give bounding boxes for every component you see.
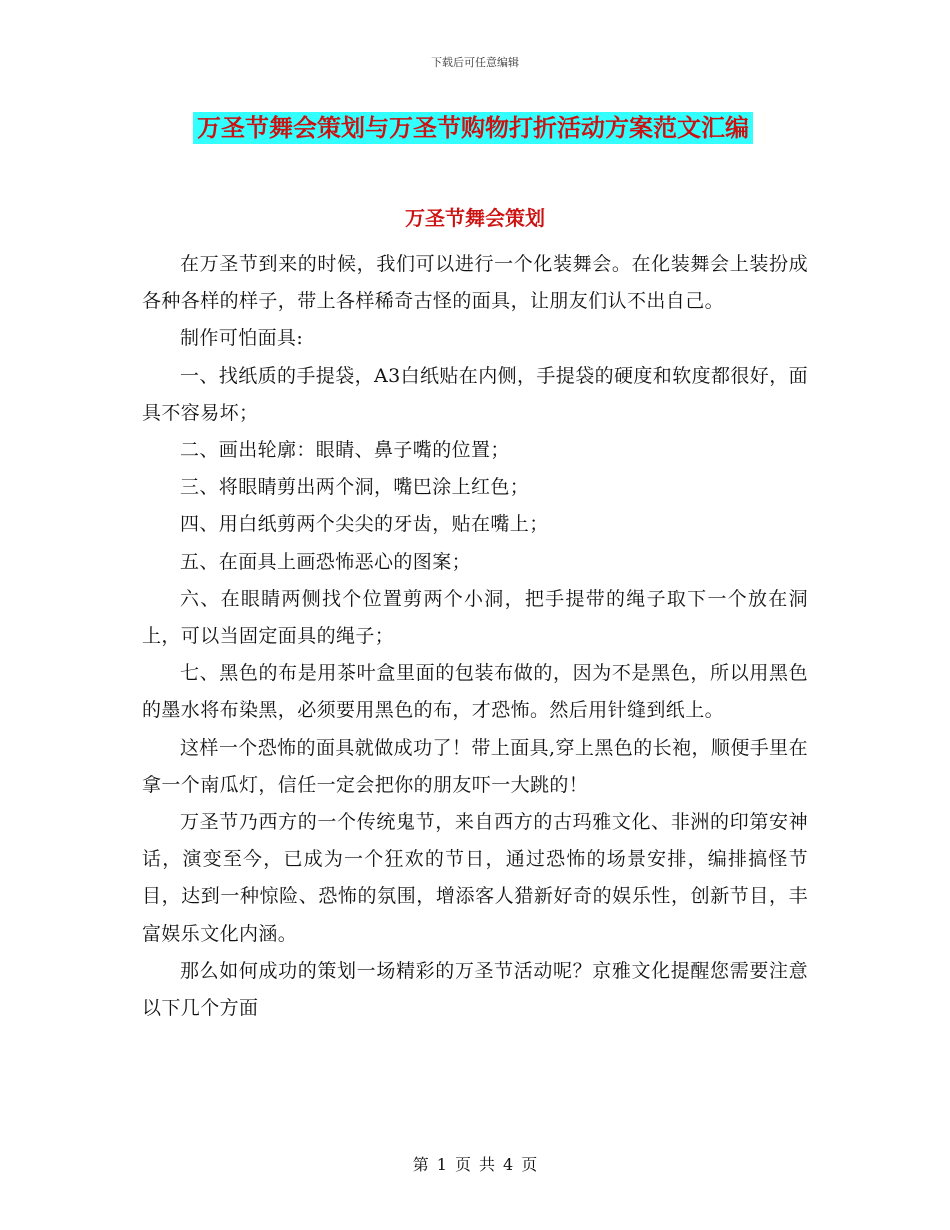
paragraph: 在万圣节到来的时候，我们可以进行一个化装舞会。在化装舞会上装扮成各种各样的样子，带上各样稀奇古怪的面具，让朋友们认不出自己。 [142, 253, 808, 313]
document-body [142, 246, 808, 1027]
paragraph: 五、在面具上画恐怖恶心的图案； [180, 550, 472, 573]
section-title: 万圣节舞会策划 [405, 206, 545, 230]
paragraph: 这样一个恐怖的面具就做成功了！带上面具,穿上黑色的长袍，顺便手里在拿一个南瓜灯，信任一定会把你的朋友吓一大跳的！ [142, 736, 808, 796]
paragraph: 制作可怕面具: [180, 327, 304, 350]
header-note: 下载后可任意编辑 [431, 56, 519, 69]
paragraph: 三、将眼睛剪出两个洞，嘴巴涂上红色； [180, 476, 530, 499]
footer-label-page: 第 [412, 1155, 429, 1174]
document-title: 万圣节舞会策划与万圣节购物打折活动方案范文汇编 [193, 112, 753, 144]
footer-current-page: 1 [436, 1155, 447, 1174]
paragraph: 那么如何成功的策划一场精彩的万圣节活动呢？京雅文化提醒您需要注意以下几个方面 [142, 959, 808, 1020]
paragraph: 万圣节乃西方的一个传统鬼节，来自西方的古玛雅文化、非洲的印第安神话，演变至今，已成为一个狂欢的节日，通过恐怖的场景安排，编排搞怪节目，达到一种惊险、恐怖的氛围，增添客人猎新好奇的娱乐性，创新节目，丰富娱乐文化内涵。 [142, 811, 808, 945]
paragraph: 六、在眼睛两侧找个位置剪两个小洞，把手提带的绳子取下一个放在洞上，可以当固定面具的绳子； [142, 587, 808, 648]
footer-label-total: 共 [479, 1155, 496, 1174]
footer-label-unit: 页 [454, 1155, 471, 1174]
paragraph: 二、画出轮廓：眼睛、鼻子嘴的位置； [180, 439, 510, 462]
footer-label-unit-2: 页 [521, 1155, 538, 1174]
paragraph: 四、用白纸剪两个尖尖的牙齿，贴在嘴上； [180, 513, 549, 536]
page-footer [0, 1152, 950, 1175]
footer-total-pages: 4 [503, 1155, 514, 1174]
paragraph: 七、黑色的布是用茶叶盒里面的包装布做的，因为不是黑色，所以用黑色的墨水将布染黑，必须要用黑色的布，才恐怖。然后用针缝到纸上。 [142, 662, 808, 722]
paragraph: 一、找纸质的手提袋，A3白纸贴在内侧，手提袋的硬度和软度都很好，面具不容易坏； [142, 364, 809, 424]
